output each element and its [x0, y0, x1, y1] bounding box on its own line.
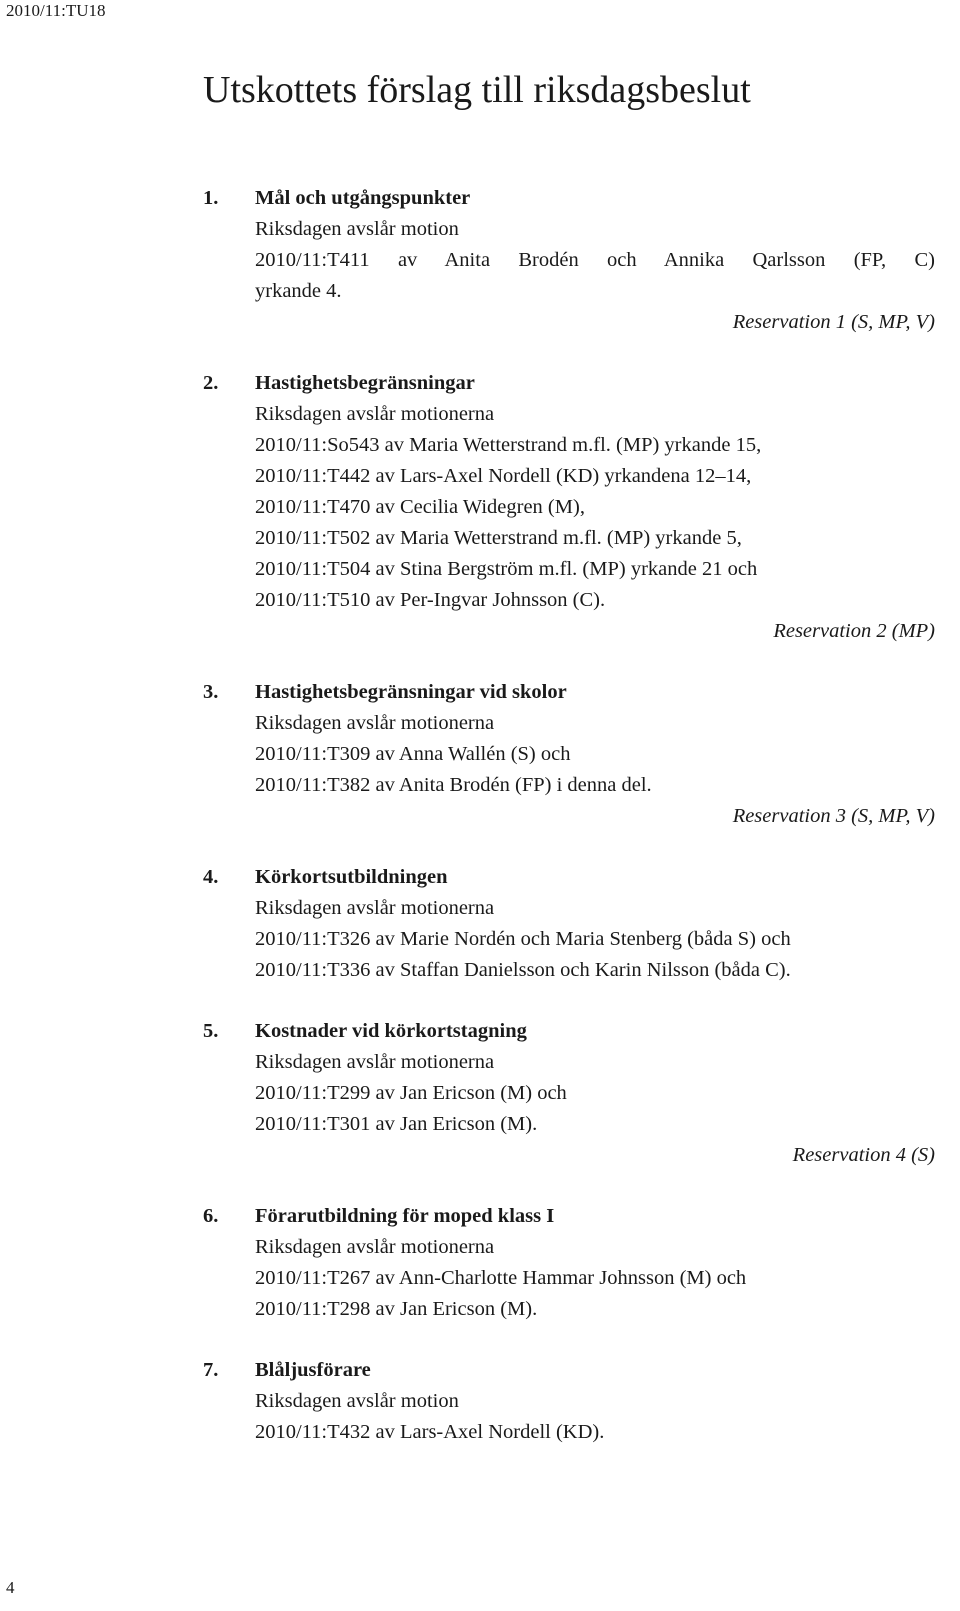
item-line: 2010/11:T504 av Stina Bergström m.fl. (MP) yrkande 21 och [255, 558, 758, 580]
item-heading: Blåljusförare [255, 1359, 371, 1381]
item-line: Riksdagen avslår motionerna [255, 712, 495, 734]
item-line: 2010/11:T309 av Anna Wallén (S) och [255, 743, 571, 765]
reservation-reference: Reservation 4 (S) [792, 1144, 935, 1166]
item-line: yrkande 4. [255, 280, 342, 302]
item-line: Riksdagen avslår motionerna [255, 1051, 495, 1073]
page-title: Utskottets förslag till riksdagsbeslut [203, 69, 751, 111]
item-line: 2010/11:T510 av Per-Ingvar Johnsson (C). [255, 589, 606, 611]
item-line: 2010/11:T442 av Lars-Axel Nordell (KD) yrkandena 12–14, [255, 465, 752, 487]
item-line: Riksdagen avslår motion [255, 1390, 459, 1412]
proposal-item-4 [203, 862, 935, 986]
reservation-reference: Reservation 3 (S, MP, V) [732, 805, 935, 827]
item-heading: Mål och utgångspunkter [255, 187, 471, 209]
item-line: 2010/11:T432 av Lars-Axel Nordell (KD). [255, 1421, 605, 1443]
item-line: Riksdagen avslår motion [255, 218, 459, 240]
item-line: Riksdagen avslår motionerna [255, 897, 495, 919]
item-line: 2010/11:T301 av Jan Ericson (M). [255, 1113, 538, 1135]
item-number: 1. [203, 187, 219, 209]
item-heading: Förarutbildning för moped klass I [255, 1205, 555, 1227]
item-line: 2010/11:T502 av Maria Wetterstrand m.fl. (MP) yrkande 5, [255, 527, 742, 549]
item-line: 2010/11:T382 av Anita Brodén (FP) i denna del. [255, 774, 652, 796]
item-line: 2010/11:T470 av Cecilia Widegren (M), [255, 496, 585, 518]
item-number: 2. [203, 372, 219, 394]
proposal-item-5 [203, 1016, 935, 1171]
item-number: 4. [203, 866, 219, 888]
item-number: 3. [203, 681, 219, 703]
proposal-item-6 [203, 1201, 935, 1325]
item-line: 2010/11:T299 av Jan Ericson (M) och [255, 1082, 567, 1104]
item-line: 2010/11:T298 av Jan Ericson (M). [255, 1298, 538, 1320]
item-line: 2010/11:T336 av Staffan Danielsson och Karin Nilsson (båda C). [255, 959, 791, 981]
reservation-reference: Reservation 2 (MP) [773, 620, 935, 642]
item-heading: Körkortsutbildningen [255, 866, 448, 888]
item-heading: Kostnader vid körkortstagning [255, 1020, 527, 1042]
proposal-item-7 [203, 1355, 935, 1448]
item-line: 2010/11:So543 av Maria Wetterstrand m.fl. (MP) yrkande 15, [255, 434, 762, 456]
item-line: 2010/11:T326 av Marie Nordén och Maria Stenberg (båda S) och [255, 928, 791, 950]
item-line: Riksdagen avslår motionerna [255, 1236, 495, 1258]
item-line: Riksdagen avslår motionerna [255, 403, 495, 425]
proposal-list [203, 183, 935, 1448]
reservation-reference: Reservation 1 (S, MP, V) [732, 311, 935, 333]
page-number: 4 [6, 1578, 15, 1597]
proposal-item-1 [203, 183, 935, 338]
item-number: 6. [203, 1205, 219, 1227]
item-number: 5. [203, 1020, 219, 1042]
item-heading: Hastighetsbegränsningar [255, 372, 475, 394]
item-number: 7. [203, 1359, 219, 1381]
item-heading: Hastighetsbegränsningar vid skolor [255, 681, 567, 703]
item-line: 2010/11:T267 av Ann-Charlotte Hammar Johnsson (M) och [255, 1267, 747, 1289]
document-id: 2010/11:TU18 [6, 1, 106, 20]
proposal-item-3 [203, 677, 935, 832]
item-line: 2010/11:T411 av Anita Brodén och Annika Qarlsson (FP, C) [255, 249, 935, 271]
proposal-item-2 [203, 368, 935, 647]
